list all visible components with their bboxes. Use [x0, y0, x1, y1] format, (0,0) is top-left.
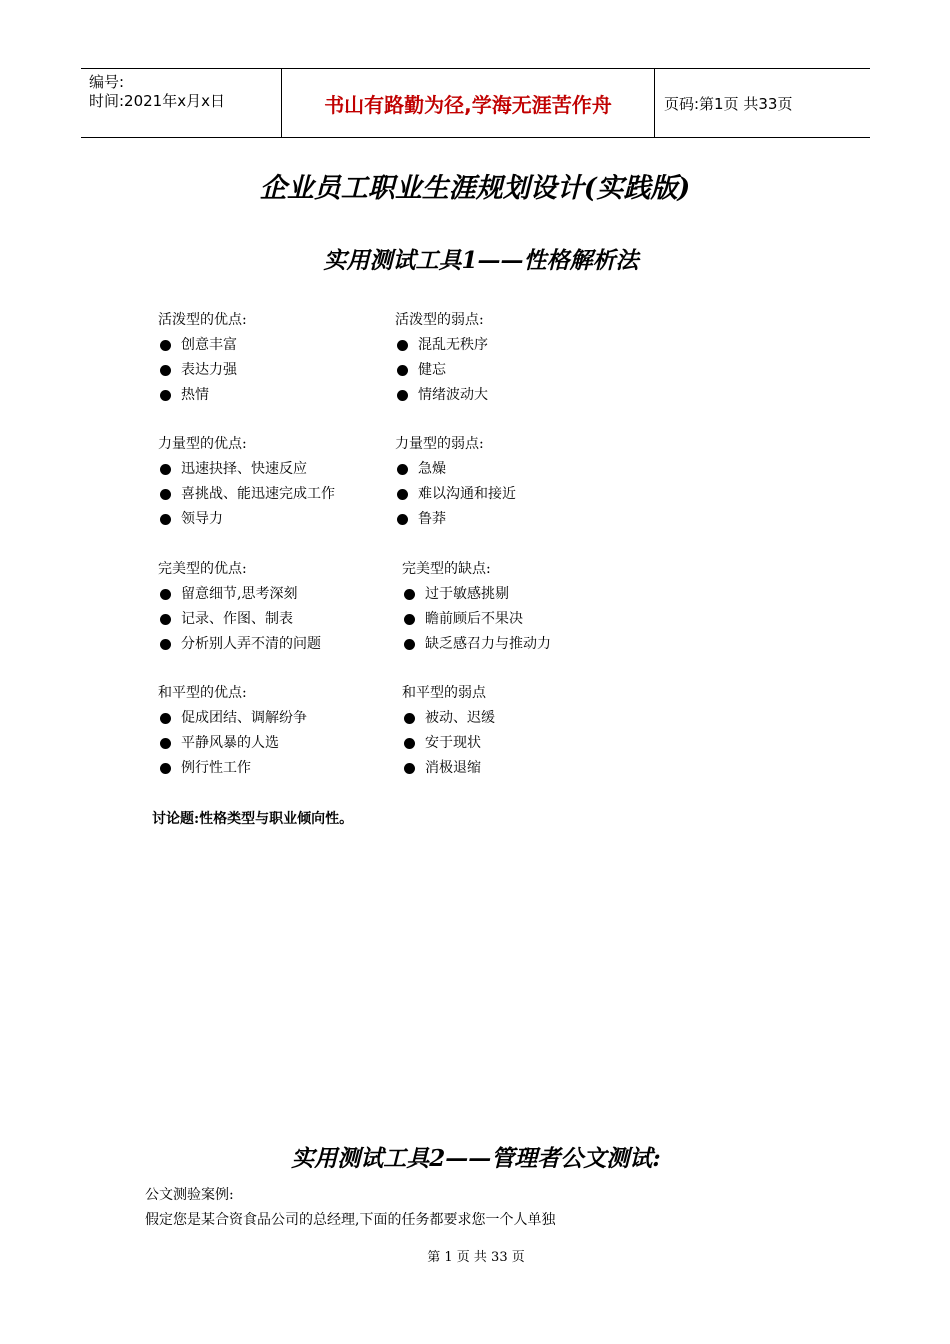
list-item: 被动、迟缓	[402, 706, 495, 731]
bullet-icon	[404, 763, 415, 774]
bullet-icon	[160, 365, 171, 376]
bullet-icon	[397, 489, 408, 500]
motto: 书山有路勤为径,学海无涯苦作舟	[282, 69, 655, 137]
section-title: 力量型的弱点:	[395, 436, 484, 452]
bullet-icon	[160, 464, 171, 475]
list-item: 安于现状	[402, 731, 495, 756]
section-3-right	[402, 557, 551, 657]
section-4-left	[158, 681, 307, 781]
bullet-icon	[397, 390, 408, 401]
list-item: 例行性工作	[158, 756, 307, 781]
list-item: 消极退缩	[402, 756, 495, 781]
list-item: 领导力	[158, 507, 335, 532]
list-item: 情绪波动大	[395, 383, 488, 408]
bullet-icon	[397, 340, 408, 351]
section-1-left	[158, 308, 247, 408]
case-block	[145, 1183, 555, 1233]
list-item: 表达力强	[158, 358, 247, 383]
bullet-icon	[404, 639, 415, 650]
bullet-icon	[160, 390, 171, 401]
section-title: 活泼型的弱点:	[395, 312, 484, 328]
section-title: 完美型的缺点:	[402, 561, 491, 577]
header-info-cell	[81, 69, 282, 137]
time-label: 时间:2021年x月x日	[89, 92, 225, 110]
list-item: 迅速抉择、快速反应	[158, 457, 335, 482]
list-item: 促成团结、调解纷争	[158, 706, 307, 731]
list-item: 瞻前顾后不果决	[402, 607, 551, 632]
bullet-icon	[160, 763, 171, 774]
list-item: 鲁莽	[395, 507, 516, 532]
bullet-icon	[160, 489, 171, 500]
list-item: 急燥	[395, 457, 516, 482]
case-label: 公文测验案例:	[145, 1187, 234, 1203]
bullet-icon	[397, 464, 408, 475]
bullet-icon	[397, 514, 408, 525]
list-item: 喜挑战、能迅速完成工作	[158, 482, 335, 507]
list-item: 创意丰富	[158, 333, 247, 358]
list-item: 记录、作图、制表	[158, 607, 321, 632]
tool1-title: 实用测试工具1——性格解析法	[323, 247, 639, 274]
tool2-title: 实用测试工具2——管理者公文测试:	[291, 1145, 661, 1172]
list-item: 热情	[158, 383, 247, 408]
page-info: 页码:第1页 共33页	[664, 94, 793, 113]
list-item: 混乱无秩序	[395, 333, 488, 358]
document-title: 企业员工职业生涯规划设计(实践版)	[259, 173, 691, 204]
bullet-icon	[160, 514, 171, 525]
header-table	[81, 68, 870, 138]
bullet-icon	[404, 589, 415, 600]
bullet-icon	[397, 365, 408, 376]
section-title: 和平型的优点:	[158, 685, 247, 701]
section-3-left	[158, 557, 321, 657]
section-title: 完美型的优点:	[158, 561, 247, 577]
section-2-right	[395, 432, 516, 532]
bullet-icon	[160, 589, 171, 600]
number-label: 编号:	[89, 73, 125, 91]
section-1-right	[395, 308, 488, 408]
section-title: 力量型的优点:	[158, 436, 247, 452]
bullet-icon	[404, 738, 415, 749]
bullet-icon	[404, 614, 415, 625]
list-item: 分析别人弄不清的问题	[158, 632, 321, 657]
bullet-icon	[160, 738, 171, 749]
bullet-icon	[160, 340, 171, 351]
section-title: 和平型的弱点	[402, 685, 486, 701]
section-2-left	[158, 432, 335, 532]
list-item: 过于敏感挑剔	[402, 582, 551, 607]
list-item: 难以沟通和接近	[395, 482, 516, 507]
list-item: 留意细节,思考深刻	[158, 582, 321, 607]
bullet-icon	[404, 713, 415, 724]
bullet-icon	[160, 713, 171, 724]
list-item: 健忘	[395, 358, 488, 383]
section-4-right	[402, 681, 495, 781]
page-footer: 第 1 页 共 33 页	[427, 1250, 525, 1265]
case-text: 假定您是某合资食品公司的总经理,下面的任务都要求您一个人单独	[145, 1212, 556, 1228]
bullet-icon	[160, 614, 171, 625]
list-item: 平静风暴的人选	[158, 731, 307, 756]
discussion-question: 讨论题:性格类型与职业倾向性。	[152, 811, 354, 827]
bullet-icon	[160, 639, 171, 650]
list-item: 缺乏感召力与推动力	[402, 632, 551, 657]
section-title: 活泼型的优点:	[158, 312, 247, 328]
